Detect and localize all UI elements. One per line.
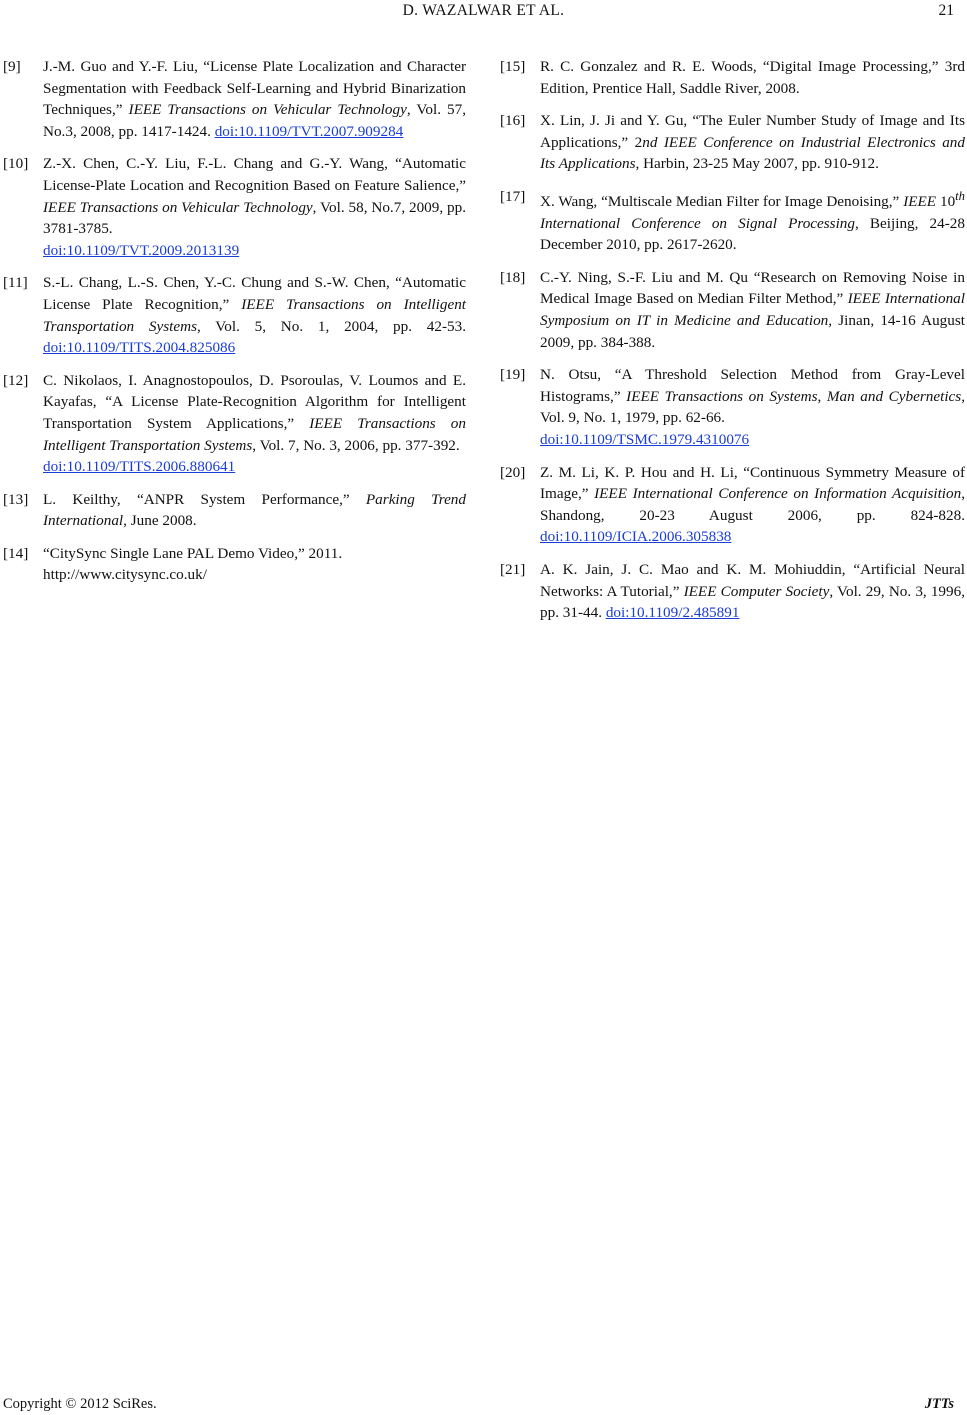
text-run: , [817,387,827,405]
italic-title: IEEE International Symposium on IT in Medicine and Education [540,290,965,329]
text-run: A. K. Jain, J. C. Mao and K. M. Mohiuddin, “Artificial Neural Networks: A Tutorial,” [540,560,965,600]
reference-text [43,56,466,142]
italic-title: nd IEEE Conference on Industrial Electronics and Its Applications [540,133,965,173]
reference-entry [500,186,965,256]
text-run: X. Wang, “Multiscale Median Filter for Image Denoising,” [540,193,904,211]
reference-number: [16] [500,112,526,130]
references-left-column [3,56,466,597]
reference-text [540,462,965,548]
reference-text [540,186,965,256]
reference-text [43,272,466,358]
reference-entry [500,462,965,548]
text-run: , Vol. 57, No.3, 2008, pp. 1417-1424. [43,101,466,140]
reference-text [540,364,965,450]
doi-link[interactable]: doi:10.1109/TVT.2007.909284 [214,122,404,140]
doi-link[interactable]: doi:10.1109/TITS.2006.880641 [43,458,236,476]
italic-title: IEEE Transactions on Intelligent Transportation Systems [43,414,466,454]
reference-text [540,110,965,175]
reference-number: [14] [3,544,29,562]
italic-title: IEEE International Conference on Information Acquisition [594,485,962,503]
text-run: X. Lin, J. Ji and Y. Gu, “The Euler Number Study of Image and Its Applications,” 2 [540,112,965,151]
reference-text [43,543,466,586]
page-header [0,2,967,24]
italic-title: IEEE [903,193,940,211]
text-run: , Shandong, 20-23 August 2006, pp. 824-828. [540,485,966,524]
reference-entry [500,559,965,624]
text-run: , June 2008. [123,512,197,530]
text-run: 10 [939,193,956,211]
reference-number: [12] [3,371,29,389]
reference-text [43,489,466,532]
text-run: Z. M. Li, K. P. Hou and H. Li, “Continuous Symmetry Measure of Image,” [540,463,965,503]
italic-title: Man and Cybernetics [826,387,962,405]
reference-number: [20] [500,463,526,481]
text-run: R. C. Gonzalez and R. E. Woods, “Digital Image Processing,” 3rd Edition, Prentice Hall, Saddle River, 2008. [540,58,965,97]
reference-text [43,153,466,261]
reference-number: [10] [3,155,29,173]
italic-title: IEEE Transactions on Vehicular Technology [128,101,407,119]
doi-link[interactable]: doi:10.1109/ICIA.2006.305838 [540,528,732,546]
reference-entry [3,370,466,478]
reference-number: [19] [500,366,526,384]
reference-entry [3,543,466,586]
text-run: http://www.citysync.co.uk/ [43,566,207,584]
running-author: D. WAZALWAR ET AL. [402,2,565,19]
reference-text [540,56,965,99]
reference-text [540,267,965,353]
doi-link[interactable]: doi:10.1109/2.485891 [605,604,740,622]
doi-link[interactable]: doi:10.1109/TITS.2004.825086 [43,339,236,357]
superscript: th [955,188,966,203]
reference-entry [500,364,965,450]
text-run: N. Otsu, “A Threshold Selection Method from Gray-Level Histograms,” [540,366,965,405]
text-run: L. Keilthy, “ANPR System Performance,” [43,490,366,508]
reference-number: [11] [3,274,28,292]
reference-text [43,370,466,478]
italic-title: International Conference on Signal Processing [540,214,855,232]
doi-link[interactable]: doi:10.1109/TVT.2009.2013139 [43,241,240,259]
italic-title: IEEE Transactions on Systems [626,387,818,405]
text-run: , Vol. 9, No. 1, 1979, pp. 62-66. [540,387,965,427]
text-run: , Beijing, 24-28 December 2010, pp. 2617-2620. [540,214,965,254]
page-number: 21 [938,2,954,19]
reference-number: [9] [3,58,21,75]
italic-title: IEEE Transactions on Vehicular Technology [43,198,313,216]
reference-entry [3,153,466,261]
text-run: , Vol. 29, No. 3, 1996, pp. 31-44. [540,582,966,622]
reference-entry [500,56,965,99]
italic-title: Parking Trend International [43,490,466,530]
reference-number: [18] [500,268,526,286]
reference-entry [3,272,466,358]
reference-number: [21] [500,560,526,578]
reference-number: [17] [500,187,526,205]
text-run: , Harbin, 23-25 May 2007, pp. 910-912. [635,155,879,173]
text-run: J.-M. Guo and Y.-F. Liu, “License Plate Localization and Character Segmentation with Feedback Self-Learning and Hybrid Binarization Techniques,” [43,58,466,119]
text-run: Z.-X. Chen, C.-Y. Liu, F.-L. Chang and G.-Y. Wang, “Automatic License-Plate Location and Recognition Based on Feature Salience,” [43,155,466,194]
text-run: S.-L. Chang, L.-S. Chen, Y.-C. Chung and S.-W. Chen, “Automatic License Plate Recognition,” [43,274,466,313]
journal-abbrev: JTTs [924,1396,954,1412]
reference-text [540,559,965,624]
doi-link[interactable]: doi:10.1109/TSMC.1979.4310076 [540,430,750,448]
reference-entry [500,110,965,175]
text-run: , Vol. 7, No. 3, 2006, pp. 377-392. [252,436,460,454]
text-run: , Vol. 5, No. 1, 2004, pp. 42-53. [197,317,466,335]
reference-number: [15] [500,58,526,75]
italic-title: IEEE Transactions on Intelligent Transportation Systems [43,295,467,335]
copyright-notice: Copyright © 2012 SciRes. [3,1396,157,1412]
text-run: , Jinan, 14-16 August 2009, pp. 384-388. [540,312,965,351]
reference-entry [3,56,466,142]
references-right-column [500,56,965,635]
text-run: C.-Y. Ning, S.-F. Liu and M. Qu “Research on Removing Noise in Medical Image Based on Median Filter Method,” [540,268,965,308]
text-run: , Vol. 58, No.7, 2009, pp. 3781-3785. [43,198,466,238]
reference-entry [500,267,965,353]
reference-entry [3,489,466,532]
reference-number: [13] [3,490,29,508]
italic-title: IEEE Computer Society [683,582,830,600]
text-run: C. Nikolaos, I. Anagnostopoulos, D. Psoroulas, V. Loumos and E. Kayafas, “A License Plate-Recognition Algorithm for Intelligent Transportation System Applications,” [43,371,466,432]
text-run: “CitySync Single Lane PAL Demo Video,” 2011. [43,544,343,562]
